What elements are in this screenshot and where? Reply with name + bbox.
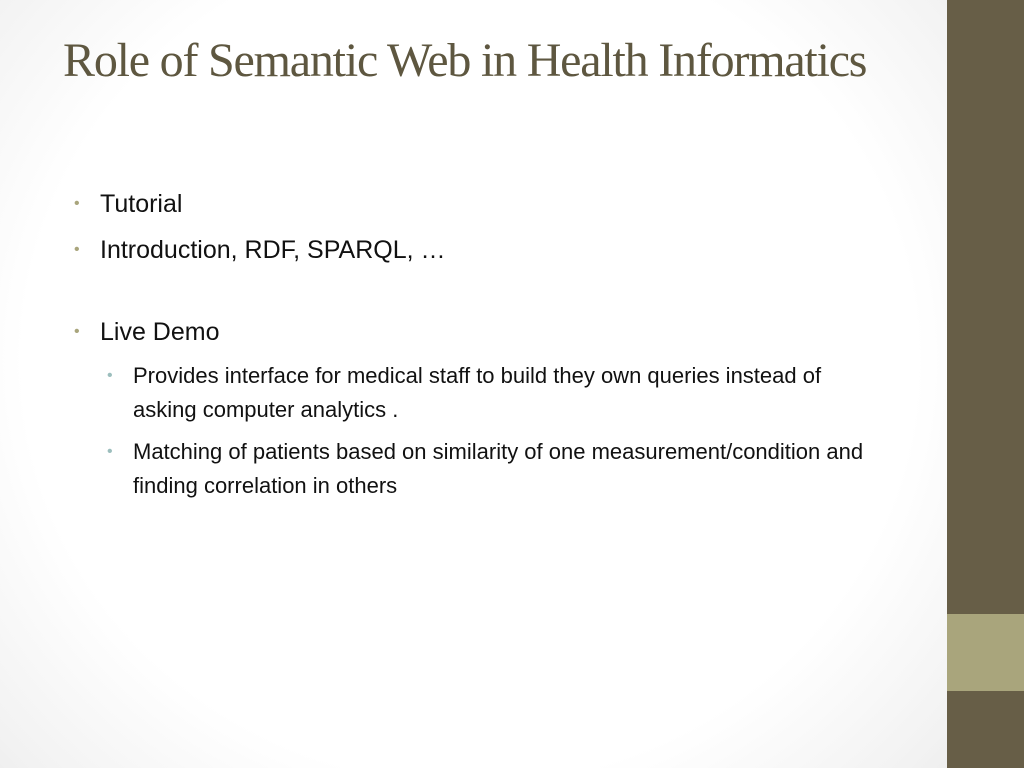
sub-bullet-item	[103, 359, 870, 427]
sub-bullet-item	[103, 435, 870, 503]
sub-bullet-text: Provides interface for medical staff to build they own queries instead of asking computer analytics .	[133, 363, 822, 422]
bullet-item	[70, 185, 870, 223]
sub-bullet-icon: •	[107, 443, 113, 460]
side-decoration-accent	[947, 614, 1024, 691]
bullet-icon: •	[74, 241, 80, 258]
bullet-text: Introduction, RDF, SPARQL, …	[100, 236, 446, 264]
bullet-icon: •	[74, 323, 80, 340]
bullet-item	[70, 231, 870, 269]
slide-body	[70, 185, 870, 511]
side-decoration-bar	[947, 0, 1024, 768]
sub-bullet-text: Matching of patients based on similarity of one measurement/condition and finding correlation in others	[133, 439, 864, 498]
sub-bullet-icon: •	[107, 367, 113, 384]
bullet-text: Tutorial	[100, 190, 183, 218]
bullet-icon: •	[74, 195, 80, 212]
bullet-text: Live Demo	[100, 318, 220, 346]
bullet-item	[70, 313, 870, 351]
slide-title: Role of Semantic Web in Health Informatics	[63, 34, 867, 87]
